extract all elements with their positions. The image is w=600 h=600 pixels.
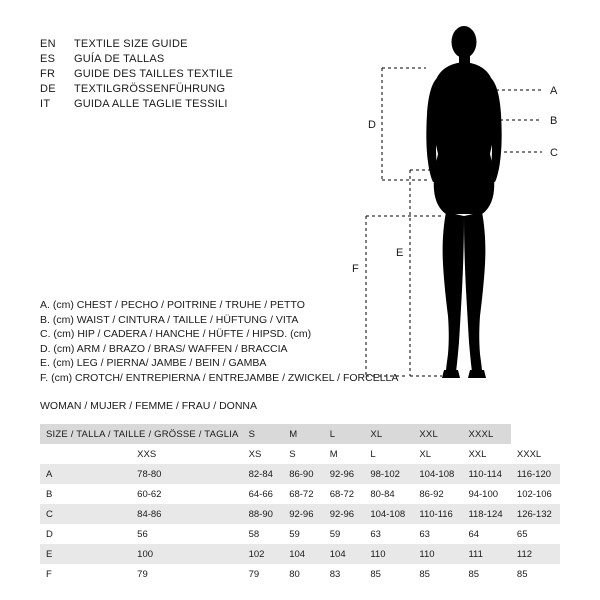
- marker-label-b: B: [550, 115, 558, 127]
- gender-label: WOMAN / MUJER / FEMME / FRAU / DONNA: [40, 400, 257, 412]
- marker-label-d: D: [368, 119, 376, 131]
- cell-e-l: 110: [370, 548, 386, 560]
- cell-a-xs: 82-84: [248, 468, 273, 480]
- language-code-fr: FR: [40, 68, 56, 80]
- cell-a-xxs: 78-80: [137, 468, 162, 480]
- table-col-header-xxxl: XXXL: [468, 428, 494, 440]
- cell-a-xxl: 110-114: [468, 468, 502, 480]
- cell-a-m: 92-96: [329, 468, 355, 480]
- table-size-s: S: [289, 448, 296, 460]
- measurement-legend: [40, 298, 440, 385]
- guide-bracket-d: [382, 68, 430, 180]
- cell-d-xxxl: 65: [516, 528, 528, 540]
- row-label-b: B: [46, 488, 53, 500]
- row-label-f: F: [46, 568, 52, 580]
- cell-f-xxs: 79: [137, 568, 148, 580]
- cell-e-xl: 110: [419, 548, 435, 560]
- cell-c-xs: 88-90: [248, 508, 273, 520]
- cell-a-s: 86-90: [289, 468, 314, 480]
- language-text-fr: GUIDE DES TAILLES TEXTILE: [74, 68, 234, 80]
- language-row-de: [40, 83, 360, 95]
- cell-b-xs: 64-66: [248, 488, 273, 500]
- language-code-es: ES: [40, 53, 56, 65]
- legend-line-a: A. (cm) CHEST / PECHO / POITRINE / TRUHE / PETTO: [40, 299, 305, 311]
- language-title-block: [40, 38, 360, 113]
- table-row: [40, 504, 560, 524]
- language-text-de: TEXTILGRÖSSENFÜHRUNG: [74, 83, 226, 95]
- language-text-it: GUIDA ALLE TAGLIE TESSILI: [74, 98, 228, 110]
- language-text-es: GUÍA DE TALLAS: [74, 53, 165, 65]
- table-row: [40, 524, 560, 544]
- size-table-wrapper: [40, 424, 560, 584]
- marker-label-f: F: [352, 263, 359, 275]
- cell-e-m: 104: [329, 548, 346, 560]
- cell-c-xxxl: 126-132: [516, 508, 552, 520]
- cell-b-xxxl: 102-106: [516, 488, 552, 500]
- legend-line-f: F. (cm) CROTCH/ ENTREPIERNA / ENTREJAMBE / ZWICKEL / FORCELLA: [40, 371, 399, 384]
- language-row-es: [40, 53, 360, 65]
- cell-f-xxl: 85: [468, 568, 480, 580]
- cell-d-xxl: 64: [468, 528, 480, 540]
- cell-b-xxs: 60-62: [137, 488, 162, 500]
- row-label-c: C: [46, 508, 53, 520]
- language-code-de: DE: [40, 83, 56, 95]
- marker-label-a: A: [550, 85, 558, 97]
- cell-d-xxs: 56: [137, 528, 148, 540]
- table-row: [40, 464, 560, 484]
- legend-line-d: D. (cm) ARM / BRAZO / BRAS/ WAFFEN / BRACCIA: [40, 342, 288, 355]
- table-size-xxxl: XXXL: [516, 448, 542, 460]
- marker-label-c: C: [550, 147, 558, 159]
- cell-c-xxl: 118-124: [468, 508, 503, 520]
- row-label-d: D: [46, 528, 53, 540]
- table-size-m: M: [329, 448, 338, 460]
- cell-e-s: 104: [289, 548, 306, 560]
- cell-e-xxs: 100: [137, 548, 154, 560]
- cell-e-xxl: 111: [468, 548, 483, 560]
- language-row-en: [40, 38, 360, 50]
- cell-a-xxxl: 116-120: [516, 468, 552, 480]
- language-row-it: [40, 98, 360, 110]
- table-row: [40, 484, 560, 504]
- cell-b-xxl: 94-100: [468, 488, 499, 500]
- cell-f-m: 83: [329, 568, 341, 580]
- cell-b-l: 80-84: [370, 488, 395, 500]
- cell-c-xxs: 84-86: [137, 508, 162, 520]
- cell-e-xs: 102: [248, 548, 265, 560]
- table-row: [40, 564, 560, 584]
- language-text-en: TEXTILE SIZE GUIDE: [74, 38, 188, 50]
- cell-d-xl: 63: [419, 528, 430, 540]
- table-corner-label: SIZE / TALLA / TAILLE / GRÖSSE / TAGLIA: [46, 428, 239, 440]
- cell-c-l: 104-108: [370, 508, 406, 520]
- cell-e-xxxl: 112: [516, 548, 533, 560]
- table-empty-corner: [40, 444, 131, 464]
- cell-a-xl: 104-108: [419, 468, 455, 480]
- cell-d-m: 59: [329, 528, 341, 540]
- cell-a-l: 98-102: [370, 468, 400, 480]
- language-code-en: EN: [40, 38, 56, 50]
- cell-f-l: 85: [370, 568, 381, 580]
- marker-label-e: E: [396, 247, 404, 259]
- table-col-header-xxl: XXL: [419, 428, 438, 440]
- size-table: [40, 424, 560, 584]
- table-header-row: [40, 424, 560, 444]
- row-label-a: A: [46, 468, 53, 480]
- legend-line-e: E. (cm) LEG / PIERNA/ JAMBE / BEIN / GAMBA: [40, 357, 267, 369]
- language-code-it: IT: [40, 98, 51, 110]
- table-size-l: L: [370, 448, 376, 460]
- legend-line-c: C. (cm) HIP / CADERA / HANCHE / HÜFTE / HIPSD. (cm): [40, 328, 312, 340]
- table-col-header-m: M: [289, 428, 298, 440]
- table-size-xxl: XXL: [468, 448, 487, 460]
- cell-d-xs: 58: [248, 528, 260, 540]
- table-size-xxs: XXS: [137, 448, 157, 460]
- table-col-header-s: S: [248, 428, 256, 440]
- cell-c-xl: 110-116: [419, 508, 453, 520]
- cell-f-xs: 79: [248, 568, 260, 580]
- table-row: [40, 544, 560, 564]
- table-size-xs: XS: [248, 448, 262, 460]
- cell-d-s: 59: [289, 528, 300, 540]
- cell-f-s: 80: [289, 568, 300, 580]
- cell-c-s: 92-96: [289, 508, 314, 520]
- cell-d-l: 63: [370, 528, 381, 540]
- table-size-xl: XL: [419, 448, 432, 460]
- cell-b-s: 68-72: [289, 488, 314, 500]
- language-row-fr: [40, 68, 360, 80]
- table-col-header-xl: XL: [370, 428, 383, 440]
- cell-b-m: 68-72: [329, 488, 355, 500]
- cell-c-m: 92-96: [329, 508, 355, 520]
- cell-f-xxxl: 85: [516, 568, 528, 580]
- cell-b-xl: 86-92: [419, 488, 444, 500]
- row-label-e: E: [46, 548, 53, 560]
- table-col-header-l: L: [329, 428, 336, 440]
- cell-f-xl: 85: [419, 568, 430, 580]
- legend-line-b: B. (cm) WAIST / CINTURA / TAILLE / HÜFTUNG / VITA: [40, 313, 299, 326]
- table-subheader-row: [40, 444, 560, 464]
